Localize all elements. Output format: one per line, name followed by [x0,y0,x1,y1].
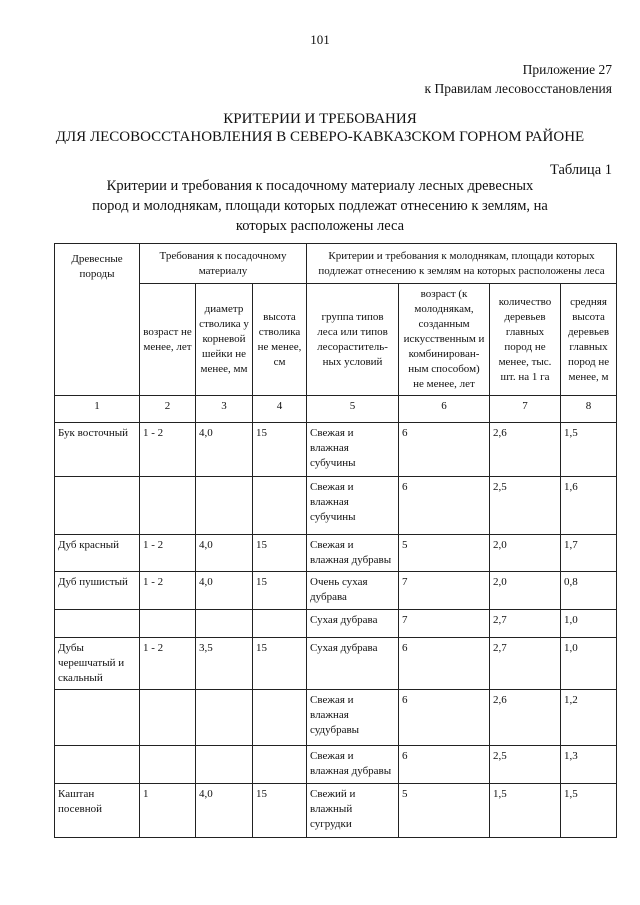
column-number-3: 3 [196,396,253,423]
header-young-stand-criteria: Критерии и требования к молоднякам, площади которых подлежат отнесению к землям на которых расположены леса [307,244,617,284]
cell-species: Каштан посевной [55,784,140,838]
subheader-col-8: средняя высота деревьев главных пород не менее, м [561,284,617,396]
cell-age: 1 - 2 [140,423,196,477]
subheader-col-5: группа типов леса или типов лесораститель-ных условий [307,284,399,396]
table-row [55,535,617,572]
cell-diameter: 4,0 [196,423,253,477]
cell-diameter [196,690,253,746]
cell-avg-height: 1,0 [561,610,617,638]
cell-count: 2,5 [490,746,561,784]
cell-height: 15 [253,572,307,610]
cell-species [55,746,140,784]
column-number-8: 8 [561,396,617,423]
cell-age [140,610,196,638]
cell-height: 15 [253,638,307,690]
page-number: 101 [310,32,330,47]
cell-forest-type: Свежая и влажная дубравы [307,535,399,572]
cell-forest-type: Свежая и влажная дубравы [307,746,399,784]
table-row [55,746,617,784]
cell-young-age: 5 [399,535,490,572]
cell-height [253,746,307,784]
table-row [55,638,617,690]
table-row [55,690,617,746]
cell-forest-type: Свежая и влажная судубравы [307,690,399,746]
cell-age: 1 - 2 [140,572,196,610]
cell-forest-type: Очень сухая дубрава [307,572,399,610]
cell-age [140,746,196,784]
cell-count: 2,7 [490,638,561,690]
cell-height: 15 [253,535,307,572]
cell-diameter: 4,0 [196,784,253,838]
cell-species [55,477,140,535]
cell-species: Дуб пушистый [55,572,140,610]
cell-avg-height: 1,2 [561,690,617,746]
document-title-line-1: КРИТЕРИИ И ТРЕБОВАНИЯ [223,111,417,127]
table-row [55,477,617,535]
cell-age: 1 - 2 [140,535,196,572]
cell-diameter [196,746,253,784]
cell-young-age: 6 [399,690,490,746]
cell-age: 1 - 2 [140,638,196,690]
table-row [55,784,617,838]
cell-avg-height: 1,5 [561,423,617,477]
column-number-6: 6 [399,396,490,423]
appendix-note [425,60,612,98]
table-row [55,423,617,477]
cell-diameter: 4,0 [196,572,253,610]
cell-count: 2,0 [490,535,561,572]
cell-avg-height: 1,5 [561,784,617,838]
cell-count: 2,0 [490,572,561,610]
cell-height: 15 [253,423,307,477]
document-title-line-2: ДЛЯ ЛЕСОВОССТАНОВЛЕНИЯ В СЕВЕРО-КАВКАЗСКОМ ГОРНОМ РАЙОНЕ [55,129,585,145]
subheader-col-3: диаметр стволика у корневой шейки не менее, мм [196,284,253,396]
cell-young-age: 6 [399,746,490,784]
cell-count: 2,5 [490,477,561,535]
subheader-col-2: возраст не менее, лет [140,284,196,396]
cell-diameter: 4,0 [196,535,253,572]
cell-forest-type: Свежая и влажная субучины [307,477,399,535]
cell-count: 2,6 [490,423,561,477]
cell-forest-type: Свежий и влажный сугрудки [307,784,399,838]
cell-forest-type: Сухая дубрава [307,610,399,638]
appendix-line-1: Приложение 27 [522,62,612,77]
cell-count: 2,6 [490,690,561,746]
cell-forest-type: Сухая дубрава [307,638,399,690]
cell-avg-height: 0,8 [561,572,617,610]
cell-height [253,477,307,535]
table-row [55,610,617,638]
column-number-1: 1 [55,396,140,423]
header-planting-requirements: Требования к посадочному материалу [140,244,307,284]
cell-species: Дубы черешчатый и скальный [55,638,140,690]
subheader-col-4: высота стволика не менее, см [253,284,307,396]
cell-species [55,690,140,746]
cell-avg-height: 1,7 [561,535,617,572]
cell-diameter [196,477,253,535]
cell-height [253,610,307,638]
cell-species: Бук восточный [55,423,140,477]
subheader-col-6: возраст (к молоднякам, созданным искусственным и комбинирован-ным способом) не менее, лет [399,284,490,396]
cell-age [140,690,196,746]
subheader-col-7: количество деревьев главных пород не менее, тыс. шт. на 1 га [490,284,561,396]
cell-young-age: 7 [399,572,490,610]
cell-height [253,690,307,746]
header-species: Древесные породы [55,244,140,396]
column-number-2: 2 [140,396,196,423]
cell-age [140,477,196,535]
column-number-4: 4 [253,396,307,423]
cell-diameter [196,610,253,638]
table-label: Таблица 1 [549,162,612,178]
cell-count: 2,7 [490,610,561,638]
cell-avg-height: 1,3 [561,746,617,784]
table-subtitle: Критерии и требования к посадочному материалу лесных древесных пород и молоднякам, площади которых подлежат отнесению к землям, на которых расположены леса [92,178,548,234]
cell-age: 1 [140,784,196,838]
table-row [55,572,617,610]
cell-count: 1,5 [490,784,561,838]
cell-diameter: 3,5 [196,638,253,690]
cell-young-age: 6 [399,477,490,535]
cell-young-age: 6 [399,423,490,477]
column-number-7: 7 [490,396,561,423]
cell-species: Дуб красный [55,535,140,572]
cell-height: 15 [253,784,307,838]
criteria-table [54,243,617,838]
cell-species [55,610,140,638]
cell-avg-height: 1,6 [561,477,617,535]
cell-young-age: 6 [399,638,490,690]
appendix-line-2: к Правилам лесовосстановления [424,81,612,96]
cell-forest-type: Свежая и влажная субучины [307,423,399,477]
cell-young-age: 5 [399,784,490,838]
column-number-5: 5 [307,396,399,423]
cell-avg-height: 1,0 [561,638,617,690]
cell-young-age: 7 [399,610,490,638]
